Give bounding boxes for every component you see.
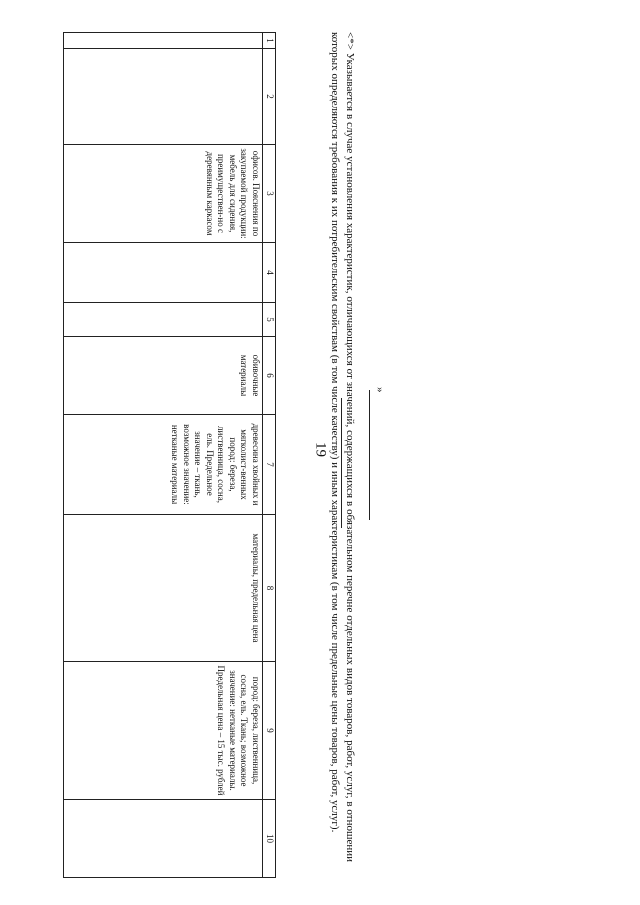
signature-line — [369, 390, 370, 520]
closing-quote: » — [374, 387, 386, 393]
table-cell — [64, 800, 263, 878]
table-cell: древесина хвойных и мягколист-венных пород: береза, лиственница, сосна, ель. Предельное значение – ткань, возможное значение: нетканые материалы — [64, 415, 263, 515]
column-number: 1 — [263, 33, 276, 49]
column-number: 3 — [263, 145, 276, 243]
requirements-table-block — [63, 32, 276, 877]
table-cell — [64, 49, 263, 145]
signature-line — [341, 398, 342, 528]
table-cell — [64, 303, 263, 337]
column-number: 7 — [263, 415, 276, 515]
table-cell — [64, 33, 263, 49]
table-cell: обивочные материалы — [64, 337, 263, 415]
column-number-row — [263, 33, 276, 878]
table-cell: материалы, предельная цена — [64, 515, 263, 662]
footnote: <*> Указывается в случае установления характеристик, отличающихся от значений, содержащихся в обязательном перечне отдельных видов товаров, работ, услуг, в отношении которых определяются требования к их потребительским свойствам (в том числе качеству) и иным характеристикам (в том числе предельные цены товаров, работ, услуг). — [329, 32, 356, 862]
column-number: 6 — [263, 337, 276, 415]
column-number: 5 — [263, 303, 276, 337]
table-cell: пород: береза, лиственница, сосна, ель. Ткань; возможное значение: нетканые материалы. Предельная цена – 15 тыс. рублей — [64, 662, 263, 800]
signature-block — [312, 380, 386, 630]
page-number: 19 — [312, 442, 329, 457]
table-cell — [64, 243, 263, 303]
column-number: 8 — [263, 515, 276, 662]
column-number: 2 — [263, 49, 276, 145]
requirements-table — [63, 32, 276, 878]
column-number: 10 — [263, 800, 276, 878]
column-number: 9 — [263, 662, 276, 800]
table-cell: офисов. Пояснения по закупаемой продукции: мебель для сидения, преимуществен-но с деревянным каркасом — [64, 145, 263, 243]
column-number: 4 — [263, 243, 276, 303]
table-row — [64, 33, 263, 878]
